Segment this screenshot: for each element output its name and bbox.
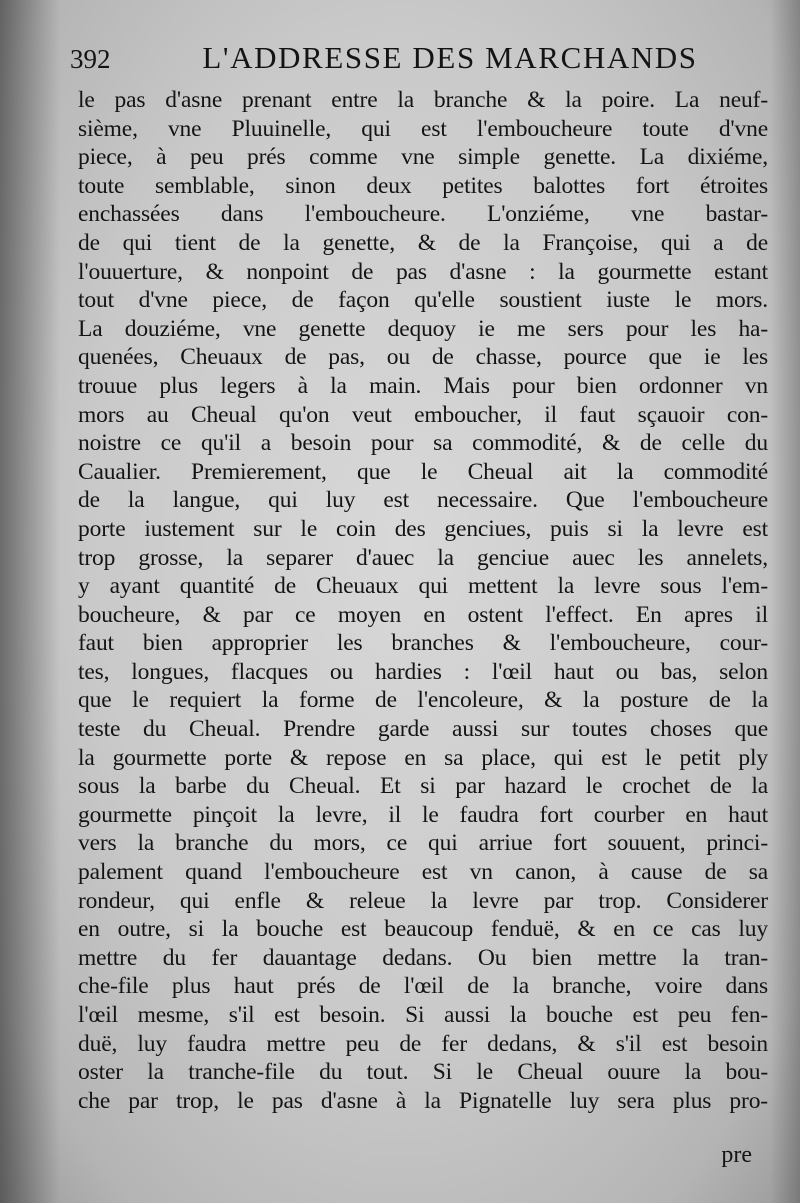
text-line: l'œil mesme, s'il est besoin. Si aussi la bouche est peu fen- [78, 1002, 768, 1028]
text-line: le pas d'asne prenant entre la branche & la poire. La neuf- [78, 87, 768, 113]
text-line: mors au Cheual qu'on veut emboucher, il faut sçauoir con- [78, 401, 768, 428]
text-line: noistre ce qu'il a besoin pour sa commodité, & de celle du [78, 430, 768, 457]
text-line: che-file plus haut prés de l'œil de la branche, voire dans [78, 973, 768, 1000]
text-line: palement quand l'emboucheure est vn canon, à cause de sa [78, 859, 768, 886]
text-line: sième, vne Pluuinelle, qui est l'emboucheure toute d'vne [78, 115, 768, 142]
text-line: enchassées dans l'emboucheure. L'onziéme, vne bastar- [78, 201, 768, 228]
text-line: vers la branche du mors, ce qui arriue fort souuent, princi- [78, 830, 768, 857]
text-line: Caualier. Premierement, que le Cheual ait la commodité [78, 458, 768, 485]
text-line: porte iustement sur le coin des genciues, puis si la levre est [78, 515, 768, 542]
text-line: che par trop, le pas d'asne à la Pignatelle luy sera plus pro- [78, 1087, 768, 1114]
text-line: rondeur, qui enfle & releue la levre par trop. Considerer [78, 887, 768, 914]
text-line: boucheure, & par ce moyen en ostent l'effect. En apres il [78, 601, 768, 628]
text-line: quenées, Cheuaux de pas, ou de chasse, pource que ie les [78, 344, 768, 371]
text-line: l'ouuerture, & nonpoint de pas d'asne : la gourmette estant [78, 258, 768, 285]
text-line: en outre, si la bouche est beaucoup fenduë, & en ce cas luy [78, 916, 768, 943]
text-line: trop grosse, la separer d'auec la genciue auec les annelets, [78, 544, 768, 571]
text-line: duë, luy faudra mettre peu de fer dedans, & s'il est besoin [78, 1030, 768, 1057]
text-line: teste du Cheual. Prendre garde aussi sur toutes choses que [78, 716, 768, 743]
text-line: mettre du fer dauantage dedans. Ou bien mettre la tran- [78, 944, 768, 971]
text-line: de la langue, qui luy est necessaire. Que l'emboucheure [78, 487, 768, 514]
text-line: de qui tient de la genette, & de la Françoise, qui a de [78, 229, 768, 256]
page-number: 392 [70, 44, 111, 74]
catchword: pre [721, 1142, 752, 1168]
text-line: que le requiert la forme de l'encoleure, & la posture de la [78, 687, 768, 714]
text-line: gourmette pinçoit la levre, il le faudra fort courber en haut [78, 801, 768, 828]
text-line: la gourmette porte & repose en sa place, qui est le petit ply [78, 744, 768, 771]
text-line: tes, longues, flacques ou hardies : l'œil haut ou bas, selon [78, 658, 768, 685]
running-head [70, 40, 760, 84]
text-line: sous la barbe du Cheual. Et si par hazard le crochet de la [78, 773, 768, 800]
text-line: trouue plus legers à la main. Mais pour bien ordonner vn [78, 372, 768, 399]
text-line: y ayant quantité de Cheuaux qui mettent la levre sous l'em- [78, 573, 768, 600]
text-line: faut bien approprier les branches & l'emboucheure, cour- [78, 630, 768, 657]
text-line: oster la tranche-file du tout. Si le Cheual ouure la bou- [78, 1059, 768, 1086]
running-title: L'ADDRESSE DES MARCHANDS [202, 40, 698, 75]
body-text [78, 86, 768, 1115]
text-line: piece, à peu prés comme vne simple genette. La dixiéme, [78, 144, 768, 171]
text-line: toute semblable, sinon deux petites balottes fort étroites [78, 172, 768, 199]
text-line: La douziéme, vne genette dequoy ie me sers pour les ha- [78, 315, 768, 342]
text-line: tout d'vne piece, de façon qu'elle soustient iuste le mors. [78, 287, 768, 314]
